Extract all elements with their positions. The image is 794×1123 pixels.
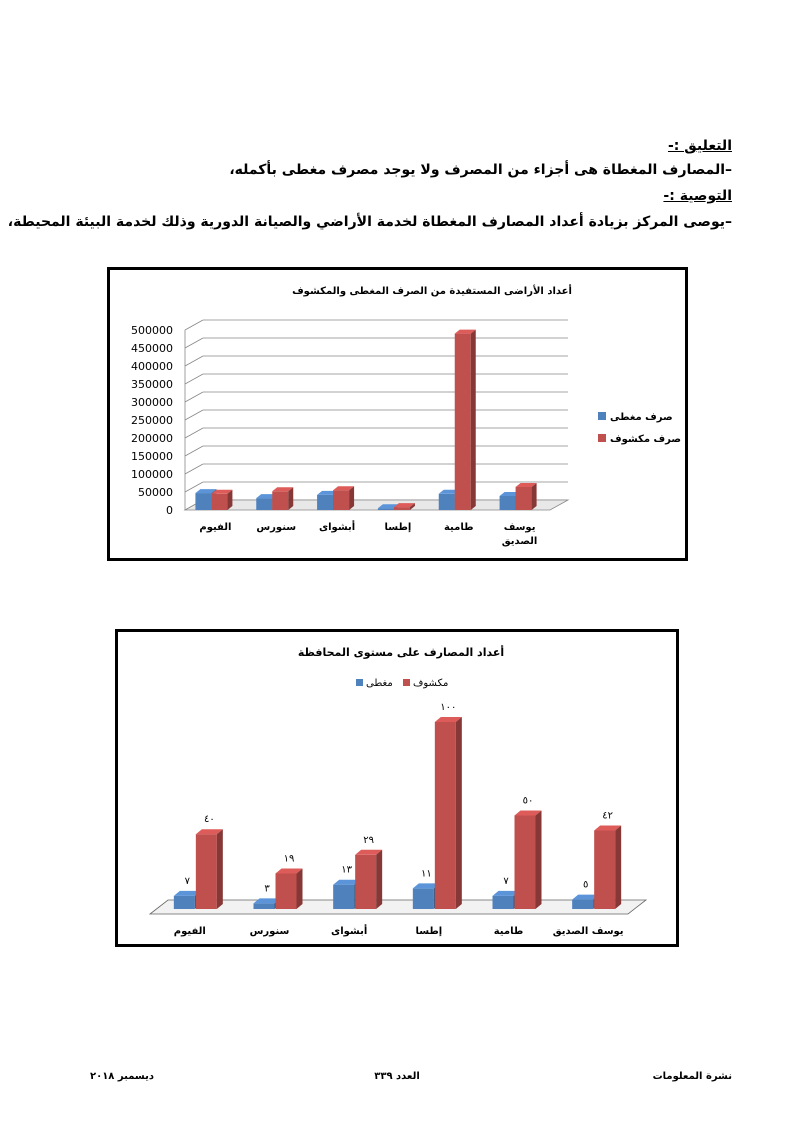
chart-1-title: أعداد الأراضى المستفيدة من الصرف المغطى والمكشوف: [292, 286, 572, 297]
chart-1-y-tick: 350000: [131, 378, 173, 391]
chart-1-y-tick: 0: [166, 504, 173, 517]
chart-2-legend-label: مغطى: [366, 678, 393, 689]
chart-2-bar-open: [594, 825, 621, 909]
chart-1-y-tick: 250000: [131, 414, 173, 427]
chart-1-bar-open: [455, 330, 476, 510]
chart-2-data-label: ٢٩: [363, 834, 375, 846]
recommendation-heading: التوصية :-: [663, 188, 732, 204]
chart-2-x-label: الفيوم: [173, 926, 206, 937]
footer-date: ديسمبر ٢٠١٨: [90, 1071, 154, 1082]
chart-1-y-tick: 50000: [138, 486, 173, 499]
chart-2-x-label: إطسا: [415, 926, 443, 937]
chart-2-data-label: ٧: [503, 875, 509, 887]
chart-1-legend-swatch: [598, 434, 606, 442]
chart-2-legend-swatch: [356, 679, 363, 686]
chart-1-x-label: طامية: [443, 522, 474, 533]
chart-2-data-label: ١١: [420, 868, 432, 880]
chart-2-bar-open: [355, 850, 382, 909]
chart-2-bar-open: [435, 717, 462, 909]
chart-2-legend-swatch: [403, 679, 410, 686]
chart-2-x-label: أبشواى: [331, 926, 368, 937]
chart-1-bar-open: [516, 483, 537, 510]
chart-1-y-tick: 500000: [131, 324, 173, 337]
chart-1-bar-open: [333, 486, 354, 510]
chart-2-bar-open: [196, 829, 223, 909]
chart-1-y-tick: 150000: [131, 450, 173, 463]
chart-2-data-label: ٥٠: [522, 795, 534, 807]
chart-2-x-label: يوسف الصديق: [552, 926, 624, 937]
chart-1-x-label: إطسا: [384, 522, 412, 533]
chart-2-data-label: ٣: [264, 883, 270, 895]
chart-2-data-label: ٤٢: [602, 810, 614, 822]
chart-2-data-label: ١٩: [283, 853, 295, 865]
recommendation-text: –يوصى المركز بزيادة أعداد المصارف المغطاة لخدمة الأراضي والصيانة الدورية وذلك لخدمة البيئة المحيطة،: [7, 214, 732, 230]
chart-2-data-label: ٥: [582, 879, 589, 891]
chart-2-x-label: طامية: [493, 926, 524, 937]
chart-2-x-label: سنورس: [249, 926, 290, 937]
chart-1-legend-label: صرف مكشوف: [610, 434, 682, 445]
chart-1-plot: [110, 270, 685, 558]
chart-1-frame: [107, 267, 688, 561]
chart-2-title: أعداد المصارف على مستوى المحافظة: [297, 646, 505, 659]
comment-heading: التعليق :-: [667, 138, 732, 154]
chart-1-y-tick: 300000: [131, 396, 173, 409]
chart-1-y-tick: 450000: [131, 342, 173, 355]
chart-1-y-tick: 400000: [131, 360, 173, 373]
chart-2-bar-open: [276, 868, 303, 909]
chart-2-data-label: ١٣: [341, 864, 353, 876]
chart-1-x-label: سنورس: [256, 522, 297, 533]
chart-1-x-label: يوسف الصديق: [501, 522, 538, 547]
chart-2-plot: [118, 632, 676, 944]
chart-2-frame: [115, 629, 679, 947]
chart-1-legend-label: صرف مغطى: [610, 412, 673, 423]
chart-2-bar-open: [515, 811, 542, 910]
footer-issue: العدد ٣٣٩: [374, 1071, 420, 1082]
chart-2-data-label: ٤٠: [203, 814, 215, 826]
comment-text: –المصارف المغطاة هى أجزاء من المصرف ولا يوجد مصرف مغطى بأكمله،: [229, 162, 732, 178]
chart-2-legend-label: مكشوف: [413, 678, 449, 689]
chart-1-bar-open: [272, 487, 293, 510]
chart-1-x-label: الفيوم: [199, 522, 232, 533]
chart-1-y-tick: 200000: [131, 432, 173, 445]
chart-2-data-label: ١٠٠: [440, 702, 457, 713]
chart-1-x-label: أبشواى: [318, 522, 356, 533]
chart-1-y-tick: 100000: [131, 468, 173, 481]
chart-2-data-label: ٧: [184, 875, 191, 887]
chart-1-legend-swatch: [598, 412, 606, 420]
footer-publication: نشرة المعلومات: [652, 1071, 732, 1082]
chart-1-bar-open: [211, 490, 232, 510]
